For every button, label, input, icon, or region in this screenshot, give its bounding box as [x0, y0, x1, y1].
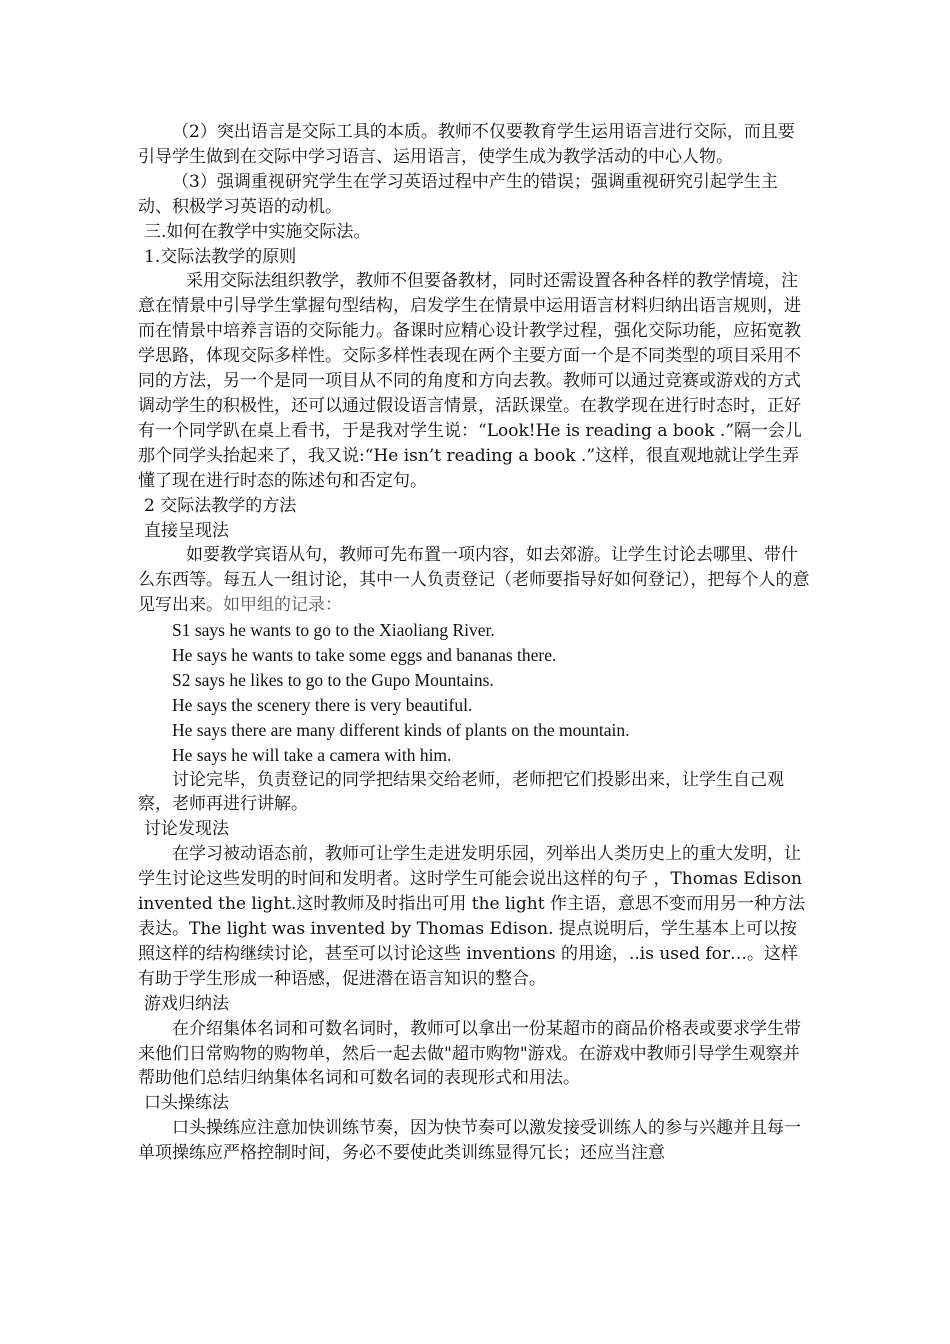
- direct-body-tail: 如甲组的记录：: [223, 595, 342, 616]
- record-line: He says he wants to take some eggs and bananas there.: [172, 645, 557, 666]
- document-page: [138, 120, 810, 1166]
- record-line: He says the scenery there is very beautiful.: [172, 694, 473, 715]
- subheading-methods: 2 交际法教学的方法: [144, 495, 297, 516]
- paragraph-point-2: （2）突出语言是交际工具的本质。教师不仅要教育学生运用语言进行交际，而且要引导学生做到在交际中学习语言、运用语言，使学生成为教学活动的中心人物。: [138, 122, 795, 167]
- direct-body-main: 如要教学宾语从句，教师可先布置一项内容，如去郊游。让学生讨论去哪里、带什么东西等。每五人一组讨论，其中一人负责登记（老师要指导好如何登记），把每个人的意见写出来。: [138, 545, 810, 616]
- subheading-principles: 1.交际法教学的原则: [144, 246, 297, 267]
- paragraph-point-3: （3）强调重视研究学生在学习英语过程中产生的错误；强调重视研究引起学生主动、积极学习英语的动机。: [138, 171, 778, 217]
- paragraph-discussion: 在学习被动语态前，教师可让学生走进发明乐园，列举出人类历史上的重大发明，让学生讨论这些发明的时间和发明者。这时学生可能会说出这样的句子 ，Thomas Edison invented the light.这时教师及时指出可用 the light 作主语，意思不变而用另一种方法表达。The light was invented by Thomas Edison. 提点说明后，学生基本上可以按照这样的结构继续讨论，甚至可以讨论这些 inventions 的用途，..is used for…。这样有助于学生形成一种语感，促进潜在语言知识的整合。: [138, 844, 805, 989]
- paragraph-direct-presentation: [138, 543, 810, 618]
- section-heading-3: 三.如何在教学中实施交际法。: [144, 221, 371, 242]
- paragraph-game: 在介绍集体名词和可数名词时，教师可以拿出一份某超市的商品价格表或要求学生带来他们日常购物的购物单，然后一起去做"超市购物"游戏。在游戏中教师引导学生观察并帮助他们总结归纳集体名词和可数名词的表现形式和用法。: [138, 1018, 801, 1089]
- record-line: S1 says he wants to go to the Xiaoliang River.: [172, 620, 495, 641]
- record-line: He says there are many different kinds of plants on the mountain.: [172, 719, 630, 740]
- paragraph-oral: 口头操练应注意加快训练节奏，因为快节奏可以激发接受训练人的参与兴趣并且每一单项操练应严格控制时间，务必不要使此类训练显得冗长；还应当注意: [138, 1118, 801, 1164]
- paragraph-direct-after: 讨论完毕，负责登记的同学把结果交给老师，老师把它们投影出来，让学生自己观察，老师再进行讲解。: [138, 769, 784, 815]
- record-line: S2 says he likes to go to the Gupo Mountains.: [172, 669, 494, 690]
- subheading-oral: 口头操练法: [144, 1093, 229, 1114]
- record-line: He says he will take a camera with him.: [172, 744, 452, 765]
- subheading-game: 游戏归纳法: [144, 993, 229, 1014]
- paragraph-principles: 采用交际法组织教学，教师不但要备教材，同时还需设置各种各样的教学情境，注意在情景中引导学生掌握句型结构，启发学生在情景中运用语言材料归纳出语言规则，进而在情景中培养言语的交际能力。备课时应精心设计教学过程，强化交际功能，应拓宽教学思路，体现交际多样性。交际多样性表现在两个主要方面一个是不同类型的项目采用不同的方法，另一个是同一项目从不同的角度和方向去教。教师可以通过竞赛或游戏的方式调动学生的积极性，还可以通过假设语言情景，活跃课堂。在教学现在进行时态时，正好有一个同学趴在桌上看书，于是我对学生说：“Look!He is reading a book .”隔一会儿那个同学头抬起来了，我又说:“He isn’t reading a book .”这样，很直观地就让学生弄懂了现在进行时态的陈述句和否定句。: [138, 271, 803, 491]
- subheading-direct-presentation: 直接呈现法: [144, 520, 229, 541]
- subheading-discussion: 讨论发现法: [144, 819, 229, 840]
